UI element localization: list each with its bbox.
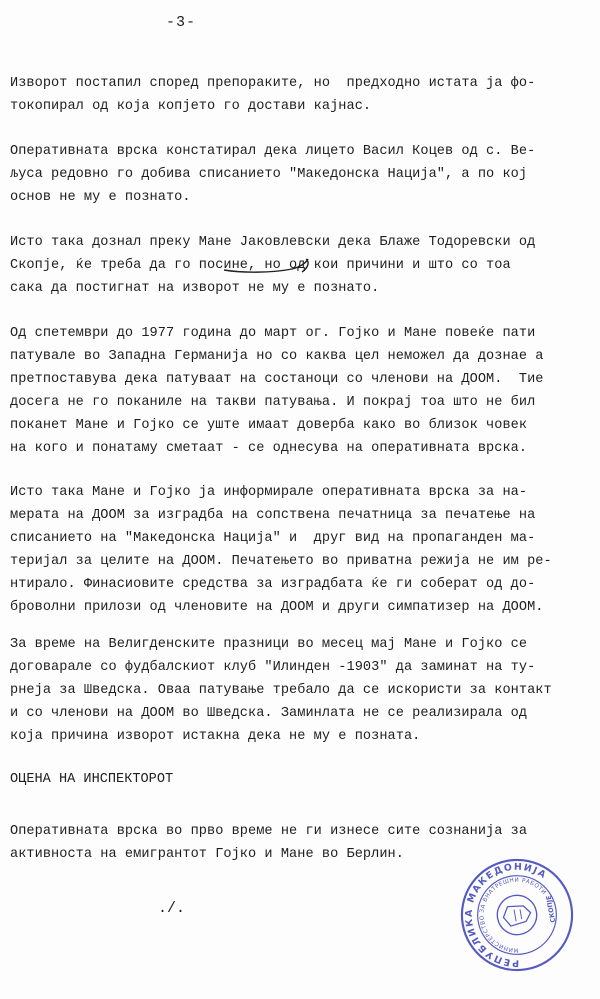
paragraph-6 [10,633,596,748]
text-line: договарале со фудбалскиот клуб "Илинден -1903" да заминат на ту- [10,660,536,675]
text-line: љуса редовно го добива списанието "Македонска Нација", а по кој [10,167,528,182]
stamp-bottom-text: СКОПЈЕ [544,894,558,924]
text-line: и со членови на ДООМ во Шведска. Заминлата не се реализирала од [10,706,528,721]
paragraph-1 [10,72,596,118]
text-line: која причина изворот истакна дека не му е позната. [10,729,421,744]
text-line: сака да постигнат на изворот не му е познато. [10,281,380,296]
text-line: досега не го поканиле на такви патувања. И покрај тоа што не бил [10,395,536,410]
section-heading: ОЦЕНА НА ИНСПЕКТОРОТ [10,772,174,787]
text-line: мерата на ДООМ за изградба на сопствена печатница за печатење на [10,508,536,523]
text-line: теријал за целите на ДООМ. Печатењето во приватна режија не им ре- [10,554,552,569]
text-line: броволни прилози од членовите на ДООМ и други симпатизер на ДООМ. [10,600,544,615]
text-line: Изворот постапил според препораките, но предходно истата ја фо- [10,76,536,91]
paragraph-2 [10,140,596,209]
text-line: Оперативната врска во прво време не ги изнесе сите сознанија за [10,824,528,839]
text-line: рнеја за Шведска. Оваа патување требало да се искористи за контакт [10,683,552,698]
text-line: основ не му е познато. [10,190,191,205]
text-line: претпоставува дека патуваат на состаноци со членови на ДООМ. Тие [10,372,544,387]
paragraph-5 [10,481,596,619]
text-line: списанието на "Македонска Нација" и друг вид на пропаганден ма- [10,531,536,546]
text-line: Скопје, ќе треба да го посине, но од кои причини и што со тоа [10,258,511,273]
text-line: поканет Мане и Гојко се уште имаат доверба како во близок човек [10,418,528,433]
paragraph-3 [10,231,596,300]
page-number: -3- [166,14,197,31]
text-line: на кого и понатаму сметаат - се однесува на оперативната врска. [10,441,528,456]
text-line: активноста на емигрантот Гојко и Мане во Берлин. [10,847,404,862]
stamp-inner-text: МИНИСТЕРСТВО ЗА ВНАТРЕШНИ РАБОТИ [479,877,547,953]
text-line: За време на Велигденските празници во месец мај Мане и Гојко се [10,637,528,652]
text-line: Оперативната врска констатирал дека лицето Васил Коцев од с. Ве- [10,144,536,159]
stamp-outer-text: РЕПУБЛИКА МАКЕДОНИЈА [463,861,549,969]
paragraph-4 [10,322,596,460]
continuation-mark: ./. [158,900,186,917]
text-line: Од спетември до 1977 година до март ог. Гојко и Мане повеќе пати [10,326,536,341]
text-line: нтирало. Финасиовите средства за изградбата ќе ги соберат од до- [10,577,536,592]
text-line: Исто така Мане и Гојко ја информирале оперативната врска за на- [10,485,528,500]
text-line: Исто така дознал преку Мане Јаковлевски дека Блаже Тодоревски од [10,235,536,250]
official-stamp-icon [458,856,576,974]
text-line: патувале во Западна Германија но со каква цел неможел да дознае а [10,349,544,364]
text-line: токопирал од која копјето го достави кајнас. [10,99,372,114]
